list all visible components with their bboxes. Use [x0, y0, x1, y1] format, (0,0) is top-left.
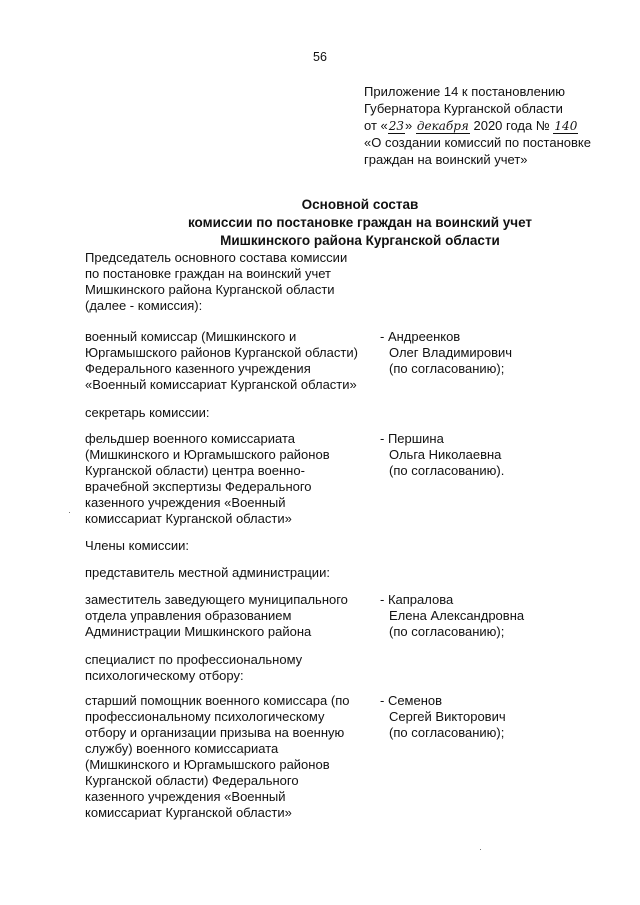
chairman-name: - Андреенков Олег Владимирович (по согласованию);	[380, 329, 513, 376]
secretary-position: фельдшер военного комиссариата (Мишкинского и Юргамышского районов Курганской области) центра военно- врачебной экспертизы Федерального казенного учреждения «Военный комиссариат Курганской области»	[85, 431, 330, 526]
psych-name: - Семенов Сергей Викторович (по согласованию);	[380, 693, 506, 740]
date-mid: »	[405, 118, 413, 133]
local-admin-name: - Капралова Елена Александровна (по согласованию);	[380, 592, 525, 639]
secretary-name: - Першина Ольга Николаевна (по согласованию).	[380, 431, 505, 478]
date-prefix: от «	[364, 118, 388, 133]
title-line-1: Основной состав	[301, 197, 419, 212]
title-line-2: комиссии по постановке граждан на воинский учет	[187, 215, 533, 230]
members-heading: Члены комиссии:	[85, 538, 190, 553]
psych-heading: специалист по профессиональному психологическому отбору:	[85, 652, 303, 683]
psych-position: старший помощник военного комиссара (по профессиональному психологическому отбору и организации призыва на военную службу) военного комиссариата (Мишкинского и Юргамышского районов Курганской области) Федерального казенного учреждения «Военный комиссариат Курганской области»	[85, 693, 350, 820]
handwritten-month: декабря	[416, 119, 469, 133]
handwritten-day: 23	[388, 119, 405, 133]
appendix-line-2: Губернатора Курганской области	[364, 101, 563, 116]
appendix-line-4: «О создании комиссий по постановке	[364, 135, 591, 150]
local-admin-heading: представитель местной администрации:	[85, 565, 330, 580]
appendix-line-1: Приложение 14 к постановлению	[364, 84, 566, 99]
appendix-date-line	[364, 117, 591, 134]
title-line-3: Мишкинского района Курганской области	[220, 233, 500, 248]
chairman-intro: Председатель основного состава комиссии по постановке граждан на воинский учет Мишкинского района Курганской области (далее - комиссия):	[85, 250, 348, 313]
handwritten-number: 140	[554, 119, 578, 133]
date-year: 2020 года №	[469, 118, 550, 133]
secretary-heading: секретарь комиссии:	[85, 405, 210, 420]
local-admin-position: заместитель заведующего муниципального отдела управления образованием Администрации Мишкинского района	[85, 592, 348, 639]
page-number: 56	[313, 50, 327, 64]
document-title	[100, 196, 620, 250]
scan-speck	[480, 849, 481, 850]
scan-speck	[69, 512, 70, 513]
appendix-line-5: граждан на воинский учет»	[364, 152, 528, 167]
appendix-header	[364, 83, 591, 168]
chairman-position: военный комиссар (Мишкинского и Юргамышского районов Курганской области) Федерального казенного учреждения «Военный комиссариат Курганской области»	[85, 329, 358, 392]
